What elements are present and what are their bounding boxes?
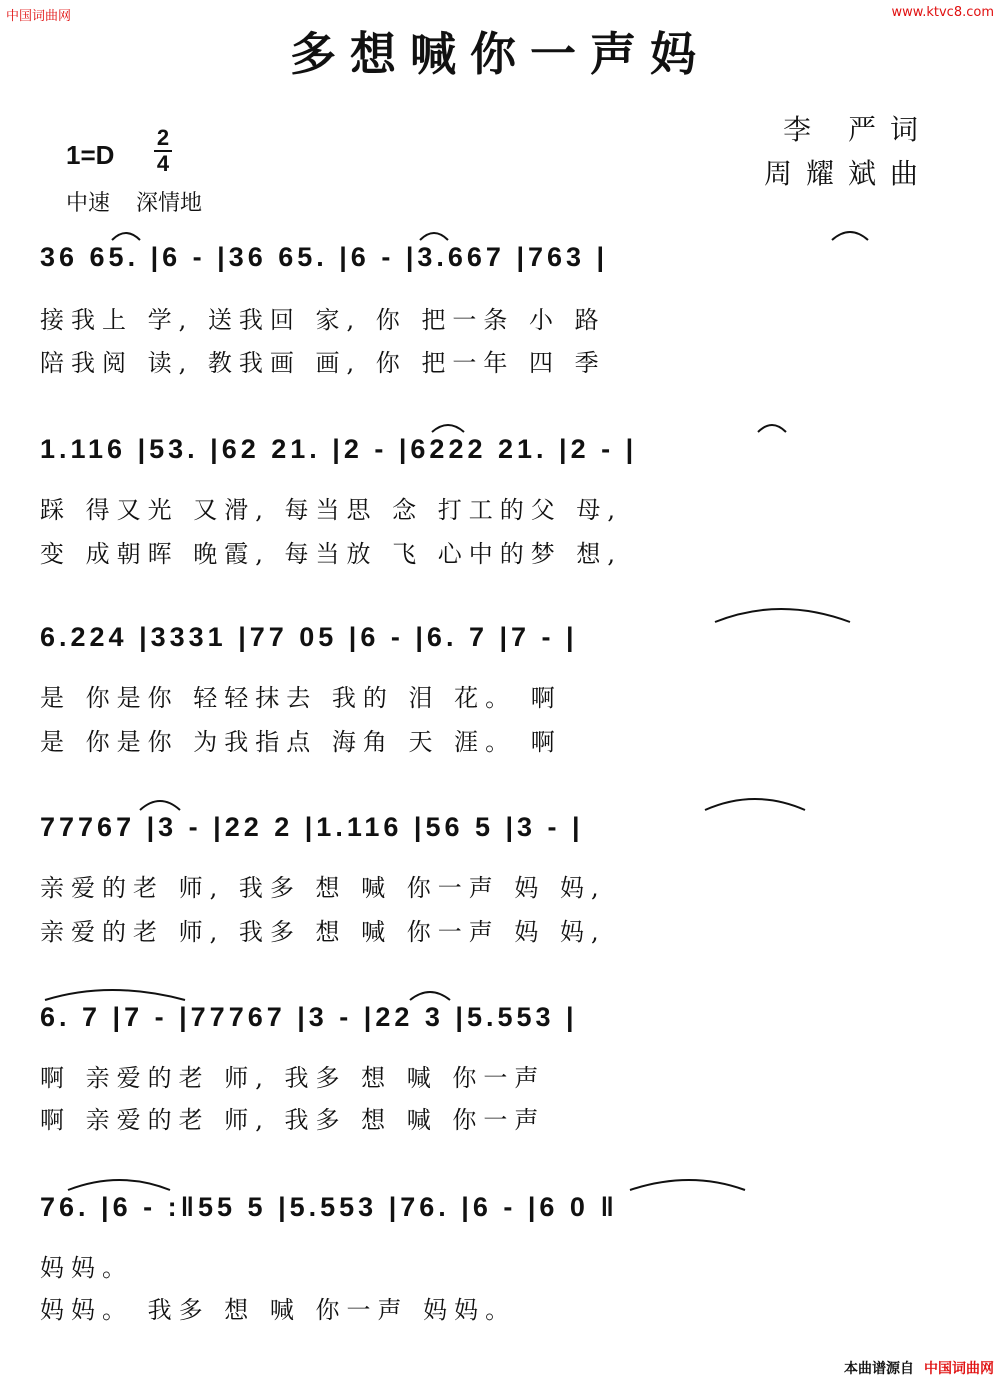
source-site: 中国词曲网 xyxy=(924,1361,994,1377)
lyric-row-5-verse-1: 啊 亲爱的老 师, 我多 想 喊 你一声 xyxy=(40,1064,546,1092)
slur-mark xyxy=(432,425,464,432)
tempo-expression: 深情地 xyxy=(136,191,203,216)
slur-mark xyxy=(68,1180,170,1190)
lyric-row-4-verse-1: 亲爱的老 师, 我多 想 喊 你一声 妈 妈, xyxy=(40,874,606,902)
lyric-row-3-verse-1: 是 你是你 轻轻抹去 我的 泪 花。 啊 xyxy=(40,684,562,712)
lyric-row-1-verse-2: 陪我阅 读, 教我画 画, 你 把一年 四 季 xyxy=(40,349,606,377)
lyric-row-4-verse-2: 亲爱的老 师, 我多 想 喊 你一声 妈 妈, xyxy=(40,918,606,946)
time-signature-bottom: 4 xyxy=(156,151,170,176)
notation-row-4: 77767 |3 - |22 2 |1.116 |56 5 |3 - | xyxy=(40,812,584,842)
lyric-row-6-verse-1: 妈妈。 xyxy=(40,1254,133,1282)
lyric-row-5-verse-2: 啊 亲爱的老 师, 我多 想 喊 你一声 xyxy=(40,1106,546,1134)
slur-mark xyxy=(45,990,185,1000)
notation-row-2: 1.116 |53. |62 21. |2 - |6222 21. |2 - | xyxy=(40,434,638,464)
slur-mark xyxy=(705,799,805,810)
lyric-row-2-verse-2: 变 成朝晖 晚霞, 每当放 飞 心中的梦 想, xyxy=(40,540,623,568)
slur-mark xyxy=(112,233,140,240)
notation-row-6: 76. |6 - :‖55 5 |5.553 |76. |6 - |6 0 ‖ xyxy=(40,1192,618,1222)
slur-mark xyxy=(420,233,448,240)
slur-mark xyxy=(410,992,450,1000)
site-url-right: www.ktvc8.com xyxy=(891,5,994,20)
lyric-row-2-verse-1: 踩 得又光 又滑, 每当思 念 打工的父 母, xyxy=(40,496,623,524)
lyric-row-6-verse-2: 妈妈。 我多 想 喊 你一声 妈妈。 xyxy=(40,1296,517,1324)
source-footer xyxy=(844,1358,994,1378)
lyricist-credit: 李 严词 xyxy=(783,113,932,146)
time-signature-top: 2 xyxy=(156,125,170,150)
lyric-row-1-verse-1: 接我上 学, 送我回 家, 你 把一条 小 路 xyxy=(40,306,606,334)
lyric-row-3-verse-2: 是 你是你 为我指点 海角 天 涯。 啊 xyxy=(40,728,562,756)
slur-mark xyxy=(832,232,868,240)
composer-credit: 周耀斌曲 xyxy=(763,157,932,190)
site-logo-left: 中国词曲网 xyxy=(6,9,72,24)
notation-row-3: 6.224 |3331 |77 05 |6 - |6. 7 |7 - | xyxy=(40,622,578,652)
slur-mark xyxy=(140,801,180,810)
slur-mark xyxy=(630,1180,745,1190)
source-label: 本曲谱源自 xyxy=(844,1361,914,1377)
key-signature: 1=D xyxy=(66,140,115,170)
tempo-speed: 中速 xyxy=(66,191,111,216)
notation-row-5: 6. 7 |7 - |77767 |3 - |22 3 |5.553 | xyxy=(40,1002,578,1032)
song-title: 多想喊你一声妈 xyxy=(290,27,710,81)
slur-mark xyxy=(715,609,850,622)
slur-mark xyxy=(758,425,786,432)
notation-row-1: 36 65. |6 - |36 65. |6 - |3.667 |763 | xyxy=(40,242,609,272)
